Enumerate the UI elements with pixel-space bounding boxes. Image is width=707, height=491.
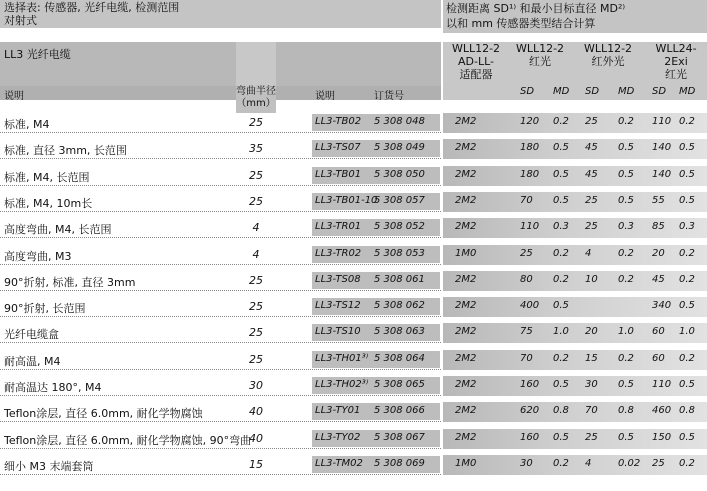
row-description: 标准, M4, 长范围 — [4, 170, 90, 184]
row-order-number: 5 308 050 — [374, 168, 425, 180]
row-values — [443, 323, 707, 343]
result-caption-line-2: 以和 mm 传感器类型结合计算 — [446, 17, 596, 30]
row-values — [443, 402, 707, 422]
row-order-cell — [312, 324, 440, 341]
row-value: 0.3 — [679, 221, 695, 233]
row-description: 细小 M3 末端套筒 — [4, 459, 94, 473]
row-order-number: 5 308 048 — [374, 116, 425, 127]
row-value: 0.8 — [553, 405, 569, 417]
row-divider — [0, 264, 441, 265]
row-description: 90°折射, 长范围 — [4, 302, 86, 316]
row-order-cell — [312, 114, 440, 131]
row-value: 0.5 — [679, 194, 695, 206]
row-adapter-value: 2M2 — [455, 300, 477, 312]
row-model: LL3-TY01 — [315, 405, 361, 417]
row-value: 0.2 — [553, 247, 569, 259]
row-value: 1.0 — [553, 326, 569, 338]
row-value: 25 — [520, 247, 533, 259]
row-value: 0.2 — [553, 116, 569, 127]
table-row — [0, 429, 707, 449]
row-value: 25 — [585, 194, 598, 206]
table-row — [0, 139, 707, 159]
row-value: 70 — [520, 352, 533, 364]
row-value: 25 — [585, 221, 598, 233]
row-value: 25 — [585, 431, 598, 443]
row-order-cell — [312, 430, 440, 447]
row-value: 400 — [520, 300, 540, 312]
row-values — [443, 297, 707, 317]
section-title: LL3 光纤电缆 — [4, 48, 71, 61]
row-model: LL3-TM02 — [315, 457, 363, 469]
desc-header-label: 说明 — [4, 91, 24, 102]
row-order-number: 5 308 063 — [374, 326, 425, 338]
row-adapter-value: 1M0 — [455, 457, 477, 469]
row-order-number: 5 308 067 — [374, 431, 425, 443]
row-description: 标准, M4, 10m长 — [4, 196, 93, 210]
row-order-cell — [312, 167, 440, 184]
row-value: 0.5 — [618, 194, 634, 206]
row-value: 0.5 — [553, 379, 569, 390]
row-description: 90°折射, 标准, 直径 3mm — [4, 275, 136, 289]
table-row — [0, 402, 707, 422]
row-divider — [0, 290, 441, 291]
result-caption-line-1: 检测距离 SD¹⁾ 和最小目标直径 MD²⁾ — [446, 2, 626, 15]
row-value: 80 — [520, 273, 533, 285]
row-value: 0.5 — [679, 431, 695, 443]
sub-md-4: MD — [679, 86, 696, 97]
row-value: 0.2 — [618, 273, 634, 285]
row-divider — [0, 185, 441, 186]
row-adapter-value: 2M2 — [455, 431, 477, 443]
sub-md-3: MD — [618, 86, 635, 97]
row-value: 0.2 — [679, 457, 695, 469]
table-row — [0, 218, 707, 238]
row-bend-radius: 4 — [252, 247, 260, 261]
row-divider — [0, 421, 441, 422]
row-bend-radius: 25 — [249, 168, 263, 182]
row-bend-radius: 25 — [249, 116, 263, 129]
row-value: 25 — [652, 457, 665, 469]
row-bend-radius: 25 — [249, 300, 263, 314]
sub-sd-3: SD — [585, 86, 600, 97]
table-row — [0, 297, 707, 317]
result-caption — [443, 0, 707, 33]
row-order-number: 5 308 049 — [374, 142, 425, 154]
row-values — [443, 455, 707, 475]
caption-line-1: 选择表: 传感器, 光纤电缆, 检测范围 — [4, 1, 180, 14]
row-model: LL3-TS10 — [315, 326, 361, 338]
row-value: 0.2 — [618, 247, 634, 259]
row-value: 0.2 — [553, 352, 569, 364]
row-model: LL3-TS07 — [315, 142, 361, 154]
row-values — [443, 271, 707, 291]
row-description: 标准, 直径 3mm, 长范围 — [4, 144, 127, 158]
row-bend-radius: 25 — [249, 326, 263, 340]
table-row — [0, 376, 707, 396]
row-value: 0.3 — [618, 221, 634, 233]
section-title-band — [0, 42, 441, 86]
row-bend-radius: 4 — [252, 221, 260, 235]
row-value: 0.5 — [618, 431, 634, 443]
row-values — [443, 218, 707, 238]
order-header-label: 订货号 — [374, 91, 404, 102]
row-value: 85 — [652, 221, 665, 233]
row-order-cell — [312, 193, 440, 210]
row-adapter-value: 1M0 — [455, 247, 477, 259]
row-value: 110 — [652, 379, 672, 390]
row-order-cell — [312, 272, 440, 289]
row-order-cell — [312, 246, 440, 263]
row-value: 620 — [520, 405, 540, 417]
row-value: 4 — [585, 457, 592, 469]
row-value: 0.2 — [553, 457, 569, 469]
row-value: 0.2 — [553, 273, 569, 285]
row-value: 0.8 — [618, 405, 634, 417]
row-value: 0.2 — [618, 352, 634, 364]
row-value: 140 — [652, 168, 672, 180]
row-adapter-value: 2M2 — [455, 116, 477, 127]
row-value: 160 — [520, 379, 540, 390]
bend-header-line-2: （mm） — [236, 98, 276, 109]
table-row — [0, 166, 707, 186]
model-header-label: 说明 — [315, 91, 335, 102]
table-row — [0, 350, 707, 370]
table-row — [0, 323, 707, 343]
row-value: 180 — [520, 142, 540, 154]
sub-sd-4: SD — [652, 86, 667, 97]
row-bend-radius: 15 — [249, 457, 263, 471]
order-header — [312, 86, 441, 100]
row-value: 0.2 — [618, 116, 634, 127]
row-model: LL3-TH02³⁾ — [315, 379, 369, 390]
row-bend-radius: 40 — [249, 405, 263, 419]
sub-md-2: MD — [553, 86, 570, 97]
row-value: 0.5 — [679, 300, 695, 312]
row-value: 0.8 — [679, 405, 695, 417]
row-value: 460 — [652, 405, 672, 417]
row-value: 55 — [652, 194, 665, 206]
caption-line-2: 对射式 — [4, 14, 37, 27]
row-model: LL3-TR02 — [315, 247, 362, 259]
row-values — [443, 429, 707, 449]
row-values — [443, 350, 707, 370]
table-row — [0, 113, 707, 133]
row-description: 高度弯曲, M4, 长范围 — [4, 223, 112, 237]
row-value: 0.02 — [618, 457, 641, 469]
row-description: 耐高温达 180°, M4 — [4, 381, 102, 394]
row-value: 160 — [520, 431, 540, 443]
row-value: 0.5 — [618, 168, 634, 180]
row-value: 75 — [520, 326, 533, 338]
row-model: LL3-TS08 — [315, 273, 361, 285]
row-order-cell — [312, 298, 440, 315]
row-value: 70 — [585, 405, 598, 417]
row-value: 120 — [520, 116, 540, 127]
row-order-cell — [312, 377, 440, 394]
row-value: 10 — [585, 273, 598, 285]
row-description: 耐高温, M4 — [4, 354, 61, 368]
row-value: 30 — [585, 379, 598, 390]
row-value: 0.2 — [679, 273, 695, 285]
bend-header-line-1: 弯曲半径 — [236, 86, 276, 97]
row-value: 0.2 — [679, 352, 695, 364]
row-divider — [0, 132, 441, 133]
row-model: LL3-TB02 — [315, 116, 362, 127]
row-value: 0.5 — [679, 168, 695, 180]
row-adapter-value: 2M2 — [455, 352, 477, 364]
row-values — [443, 376, 707, 396]
table-caption — [0, 0, 441, 28]
row-adapter-value: 2M2 — [455, 405, 477, 417]
row-model: LL3-TY02 — [315, 431, 361, 443]
row-order-number: 5 308 064 — [374, 352, 425, 364]
row-value: 0.3 — [553, 221, 569, 233]
row-description: 光纤电缆盒 — [4, 328, 59, 342]
row-adapter-value: 2M2 — [455, 379, 477, 390]
sensor-header — [443, 42, 707, 100]
row-description: 高度弯曲, M3 — [4, 249, 72, 263]
row-adapter-value: 2M2 — [455, 194, 477, 206]
row-model: LL3-TH01³⁾ — [315, 352, 369, 364]
row-value: 45 — [652, 273, 665, 285]
row-divider — [0, 158, 441, 159]
row-bend-radius: 25 — [249, 273, 263, 287]
row-value: 180 — [520, 168, 540, 180]
row-divider — [0, 448, 441, 449]
row-divider — [0, 316, 441, 317]
row-value: 0.5 — [553, 194, 569, 206]
row-value: 70 — [520, 194, 533, 206]
row-divider — [0, 342, 441, 343]
row-value: 20 — [652, 247, 665, 259]
row-adapter-value: 2M2 — [455, 168, 477, 180]
row-value: 0.5 — [618, 379, 634, 390]
row-order-number: 5 308 069 — [374, 457, 425, 469]
row-values — [443, 192, 707, 212]
row-value: 140 — [652, 142, 672, 154]
row-value: 4 — [585, 247, 592, 259]
row-bend-radius: 40 — [249, 431, 263, 445]
row-adapter-value: 2M2 — [455, 142, 477, 154]
row-value: 20 — [585, 326, 598, 338]
gap-header — [276, 86, 312, 100]
row-value: 60 — [652, 326, 665, 338]
row-value: 15 — [585, 352, 598, 364]
row-divider — [0, 369, 441, 370]
row-value: 45 — [585, 168, 598, 180]
row-bend-radius: 25 — [249, 194, 263, 208]
row-order-number: 5 308 052 — [374, 221, 425, 233]
row-value: 60 — [652, 352, 665, 364]
row-value: 0.2 — [679, 116, 695, 127]
row-divider — [0, 474, 441, 475]
row-value: 110 — [652, 116, 672, 127]
row-order-cell — [312, 456, 440, 473]
row-order-number: 5 308 057 — [374, 194, 425, 206]
row-description: Teflon涂层, 直径 6.0mm, 耐化学物腐蚀, 90°弯曲 — [4, 433, 252, 447]
row-values — [443, 139, 707, 159]
row-value: 1.0 — [618, 326, 634, 338]
sub-sd-2: SD — [520, 86, 535, 97]
row-model: LL3-TS12 — [315, 300, 361, 312]
row-divider — [0, 395, 441, 396]
row-value: 110 — [520, 221, 540, 233]
table-row — [0, 271, 707, 291]
row-order-number: 5 308 065 — [374, 379, 425, 390]
row-value: 0.2 — [679, 247, 695, 259]
row-value: 0.5 — [553, 431, 569, 443]
sensor-col-3: WLL12-2 红外光 — [583, 42, 633, 68]
row-value: 0.5 — [553, 300, 569, 312]
row-values — [443, 166, 707, 186]
row-value: 340 — [652, 300, 672, 312]
row-adapter-value: 2M2 — [455, 221, 477, 233]
row-value: 0.5 — [553, 142, 569, 154]
row-order-cell — [312, 403, 440, 420]
row-bend-radius: 25 — [249, 352, 263, 366]
table-row — [0, 455, 707, 475]
row-bend-radius: 30 — [249, 379, 263, 392]
row-model: LL3-TR01 — [315, 221, 362, 233]
row-values — [443, 113, 707, 133]
row-value: 0.5 — [618, 142, 634, 154]
row-model: LL3-TB01-10 — [315, 194, 378, 206]
bend-header — [236, 86, 276, 113]
row-order-cell — [312, 219, 440, 236]
table-row — [0, 192, 707, 212]
row-order-number: 5 308 066 — [374, 405, 425, 417]
row-bend-radius: 35 — [249, 142, 263, 156]
row-divider — [0, 237, 441, 238]
row-description: 标准, M4 — [4, 118, 50, 131]
row-value: 45 — [585, 142, 598, 154]
row-order-cell — [312, 351, 440, 368]
row-value: 150 — [652, 431, 672, 443]
bend-header-band — [236, 42, 276, 86]
row-value: 0.5 — [553, 168, 569, 180]
row-order-number: 5 308 053 — [374, 247, 425, 259]
row-order-number: 5 308 061 — [374, 273, 425, 285]
table-row — [0, 245, 707, 265]
row-divider — [0, 211, 441, 212]
row-order-cell — [312, 140, 440, 157]
row-value: 30 — [520, 457, 533, 469]
row-model: LL3-TB01 — [315, 168, 362, 180]
row-adapter-value: 2M2 — [455, 326, 477, 338]
row-value: 25 — [585, 116, 598, 127]
row-value: 1.0 — [679, 326, 695, 338]
row-value: 0.5 — [679, 142, 695, 154]
row-values — [443, 245, 707, 265]
row-description: Teflon涂层, 直径 6.0mm, 耐化学物腐蚀 — [4, 407, 203, 421]
sensor-col-2: WLL12-2 红光 — [515, 42, 565, 68]
sensor-col-1: WLL12-2 AD-LL- 适配器 — [451, 42, 501, 81]
row-adapter-value: 2M2 — [455, 273, 477, 285]
row-value: 0.5 — [679, 379, 695, 390]
sensor-col-4: WLL24- 2Exi 红光 — [655, 42, 697, 81]
row-order-number: 5 308 062 — [374, 300, 425, 312]
desc-header — [0, 86, 236, 100]
